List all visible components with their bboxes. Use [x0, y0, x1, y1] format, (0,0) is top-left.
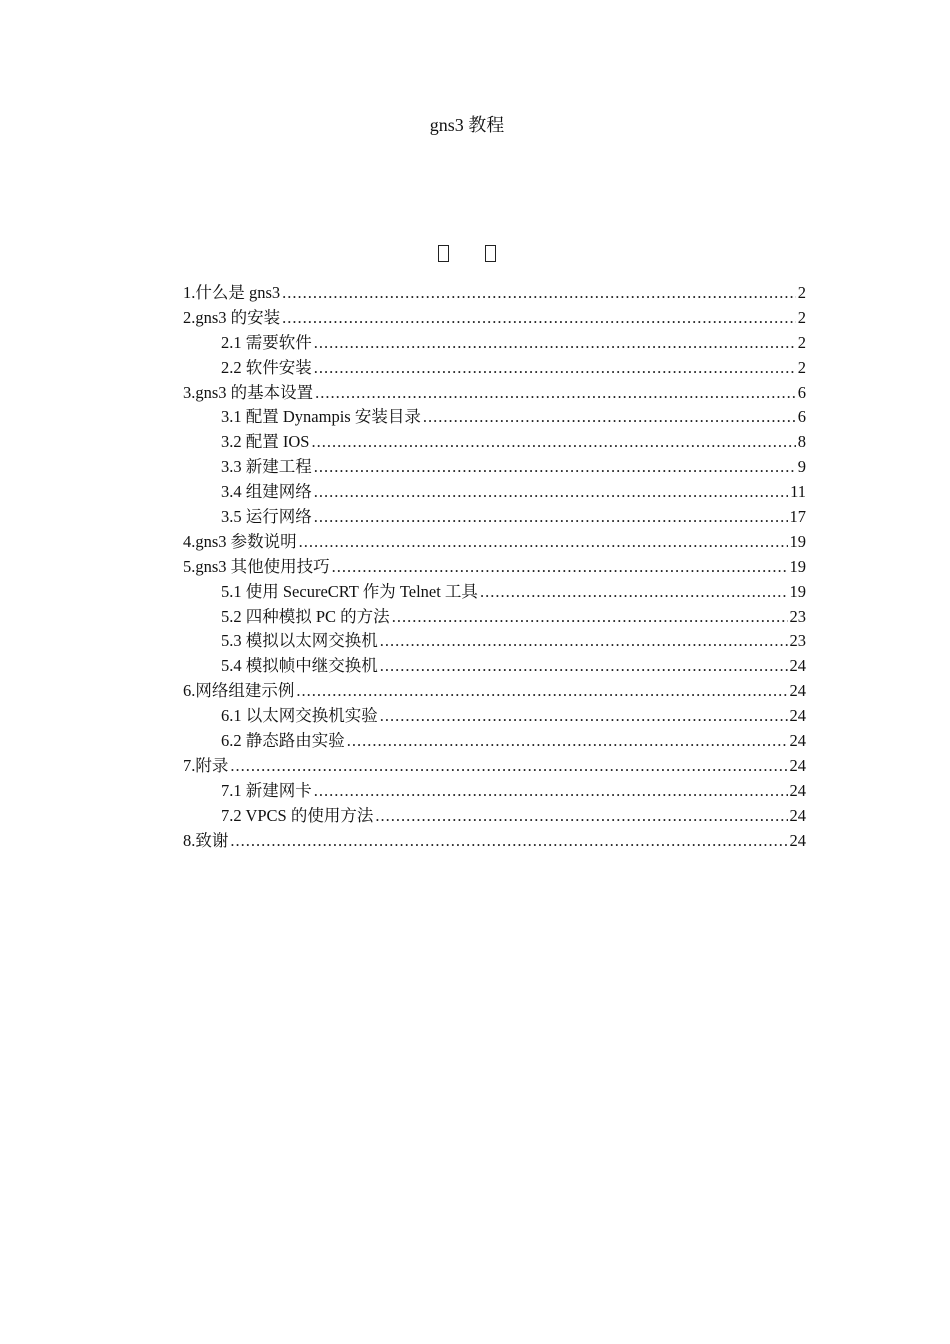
toc-page-number: 24: [789, 830, 806, 850]
toc-dot-leader: [230, 754, 787, 779]
toc-entry-label: 5.gns3 其他使用技巧: [183, 556, 330, 576]
toc-dot-leader: [380, 629, 788, 654]
toc-page-number: 24: [789, 805, 806, 825]
toc-page-number: 11: [790, 482, 806, 502]
toc-page-number: 8: [797, 432, 806, 452]
toc-entry[interactable]: [183, 381, 806, 406]
toc-entry-label: 5.4 模拟帧中继交换机: [221, 656, 378, 676]
toc-entry-label: 8.致谢: [183, 830, 229, 850]
toc-entry-label: 3.4 组建网络: [221, 482, 312, 502]
toc-page-number: 24: [789, 731, 806, 751]
toc-dot-leader: [423, 405, 796, 430]
toc-entry-label: 6.2 静态路由实验: [221, 731, 345, 751]
toc-entry-label: 3.3 新建工程: [221, 457, 312, 477]
toc-dot-leader: [380, 654, 788, 679]
toc-entry[interactable]: [183, 804, 806, 829]
toc-heading: [0, 240, 934, 264]
toc-page-number: 23: [789, 606, 806, 626]
toc-dot-leader: [380, 704, 788, 729]
toc-page-number: 24: [789, 780, 806, 800]
toc-entry[interactable]: [183, 729, 806, 754]
toc-entry-label: 1.什么是 gns3: [183, 283, 281, 302]
toc-dot-leader: [282, 281, 796, 306]
toc-page-number: 24: [789, 755, 806, 775]
toc-entry[interactable]: [183, 505, 806, 530]
toc-entry-label: 2.1 需要软件: [221, 332, 312, 352]
toc-page-number: 2: [797, 332, 806, 352]
toc-dot-leader: [314, 356, 796, 381]
toc-entry-label: 5.3 模拟以太网交换机: [221, 631, 378, 651]
toc-page-number: 23: [789, 631, 806, 651]
toc-dot-leader: [314, 331, 796, 356]
toc-entry[interactable]: [183, 405, 806, 430]
toc-page-number: 6: [797, 382, 806, 402]
toc-entry[interactable]: [183, 455, 806, 480]
toc-page-number: 19: [789, 531, 806, 551]
toc-page-number: 24: [789, 656, 806, 676]
toc-dot-leader: [314, 480, 788, 505]
toc-dot-leader: [282, 306, 796, 331]
toc-dot-leader: [314, 505, 788, 530]
toc-dot-leader: [315, 381, 796, 406]
toc-entry[interactable]: [183, 704, 806, 729]
table-of-contents: [183, 281, 806, 853]
toc-entry-label: 4.gns3 参数说明: [183, 531, 297, 551]
missing-glyph-icon: [438, 245, 449, 262]
toc-entry-label: 7.附录: [183, 755, 229, 775]
toc-dot-leader: [332, 555, 788, 580]
missing-glyph-icon: [485, 245, 496, 262]
toc-entry-label: 7.1 新建网卡: [221, 780, 312, 800]
toc-page-number: 6: [797, 407, 806, 427]
toc-dot-leader: [230, 829, 787, 854]
toc-page-number: 24: [789, 706, 806, 726]
toc-dot-leader: [375, 804, 787, 829]
toc-entry[interactable]: [183, 829, 806, 854]
toc-entry[interactable]: [183, 430, 806, 455]
toc-entry[interactable]: [183, 679, 806, 704]
toc-entry-label: 5.1 使用 SecureCRT 作为 Telnet 工具: [221, 581, 478, 601]
toc-entry-label: 7.2 VPCS 的使用方法: [221, 805, 374, 825]
toc-entry-label: 3.5 运行网络: [221, 507, 312, 527]
document-title: gns3 教程: [429, 115, 505, 135]
toc-dot-leader: [296, 679, 787, 704]
toc-entry[interactable]: [183, 281, 806, 306]
toc-entry-label: 2.2 软件安装: [221, 357, 312, 377]
toc-entry[interactable]: [183, 754, 806, 779]
toc-entry[interactable]: [183, 654, 806, 679]
toc-dot-leader: [299, 530, 788, 555]
toc-page-number: 2: [797, 307, 806, 327]
toc-page-number: 19: [789, 581, 806, 601]
toc-entry-label: 3.1 配置 Dynampis 安装目录: [221, 407, 421, 427]
toc-dot-leader: [480, 580, 788, 605]
toc-page-number: 2: [797, 283, 806, 302]
toc-entry[interactable]: [183, 605, 806, 630]
toc-entry-label: 3.2 配置 IOS: [221, 432, 310, 452]
toc-page-number: 9: [797, 457, 806, 477]
toc-entry[interactable]: [183, 480, 806, 505]
toc-dot-leader: [314, 455, 796, 480]
toc-entry-label: 2.gns3 的安装: [183, 307, 281, 327]
toc-page-number: 24: [789, 681, 806, 701]
toc-page-number: 17: [789, 507, 806, 527]
toc-entry[interactable]: [183, 306, 806, 331]
toc-entry[interactable]: [183, 356, 806, 381]
toc-entry[interactable]: [183, 779, 806, 804]
toc-dot-leader: [347, 729, 788, 754]
toc-page-number: 2: [797, 357, 806, 377]
toc-entry-label: 5.2 四种模拟 PC 的方法: [221, 606, 390, 626]
toc-entry[interactable]: [183, 629, 806, 654]
toc-entry[interactable]: [183, 331, 806, 356]
toc-dot-leader: [311, 430, 795, 455]
toc-page-number: 19: [789, 556, 806, 576]
toc-entry[interactable]: [183, 530, 806, 555]
toc-entry-label: 6.1 以太网交换机实验: [221, 706, 378, 726]
toc-entry[interactable]: [183, 555, 806, 580]
toc-dot-leader: [392, 605, 788, 630]
toc-entry-label: 6.网络组建示例: [183, 681, 295, 701]
toc-entry[interactable]: [183, 580, 806, 605]
toc-dot-leader: [314, 779, 788, 804]
toc-entry-label: 3.gns3 的基本设置: [183, 382, 314, 402]
